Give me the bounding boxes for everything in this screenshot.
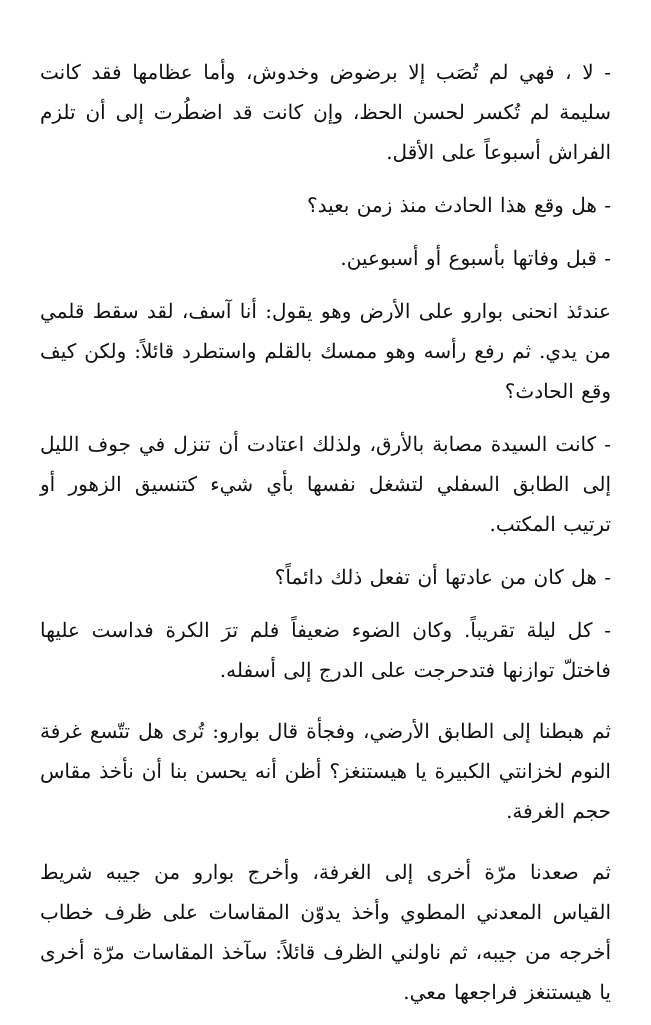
book-page xyxy=(40,52,611,1025)
paragraph-ball-fall: - كل ليلة تقريباً. وكان الضوء ضعيفاً فلم ترَ الكرة فداست عليها فاختلّ توازنها فتدحرجت على الدرج إلى أسفله. xyxy=(40,618,611,682)
paragraph-injuries: - لا ، فهي لم تُصَب إلا برضوض وخدوش، وأما عظامها فقد كانت سليمة لم تُكسر لحسن الحظ، وإن كانت قد اضطُرت إلى أن تلزم الفراش أسبوعاً على الأقل. xyxy=(40,60,611,164)
paragraph-poirot-pen: عندئذ انحنى بوارو على الأرض وهو يقول: أنا آسف، لقد سقط قلمي من يدي. ثم رفع رأسه وهو ممسك بالقلم واستطرد قائلاً: ولكن كيف وقع الحادث؟ xyxy=(40,299,611,403)
paragraph-question-habit: - هل كان من عادتها أن تفعل ذلك دائماً؟ xyxy=(274,565,611,589)
paragraph-insomnia: - كانت السيدة مصابة بالأرق، ولذلك اعتادت أن تنزل في جوف الليل إلى الطابق السفلي لتشغل نفسها بأي شيء كتنسيق الزهور أو ترتيب المكتب. xyxy=(40,432,611,536)
paragraph-question-when: - هل وقع هذا الحادث منذ زمن بعيد؟ xyxy=(306,193,611,217)
paragraph-measurements: ثم صعدنا مرّة أخرى إلى الغرفة، وأخرج بوارو من جيبه شريط القياس المعدني المطوي وأخذ يدوّن المقاسات على ظرف خطاب أخرجه من جيبه، ثم ناولني الظرف قائلاً: سآخذ المقاسات مرّة أخرى يا هيستنغز فراجعها معي. xyxy=(40,860,611,1004)
paragraph-answer-when: - قبل وفاتها بأسبوع أو أسبوعين. xyxy=(340,246,611,270)
paragraph-ground-floor: ثم هبطنا إلى الطابق الأرضي، وفجأة قال بوارو: تُرى هل تتّسع غرفة النوم لخزانتي الكبيرة يا هيستنغز؟ أظن أنه يحسن بنا أن نأخذ مقاس حجم الغرفة. xyxy=(40,719,611,823)
